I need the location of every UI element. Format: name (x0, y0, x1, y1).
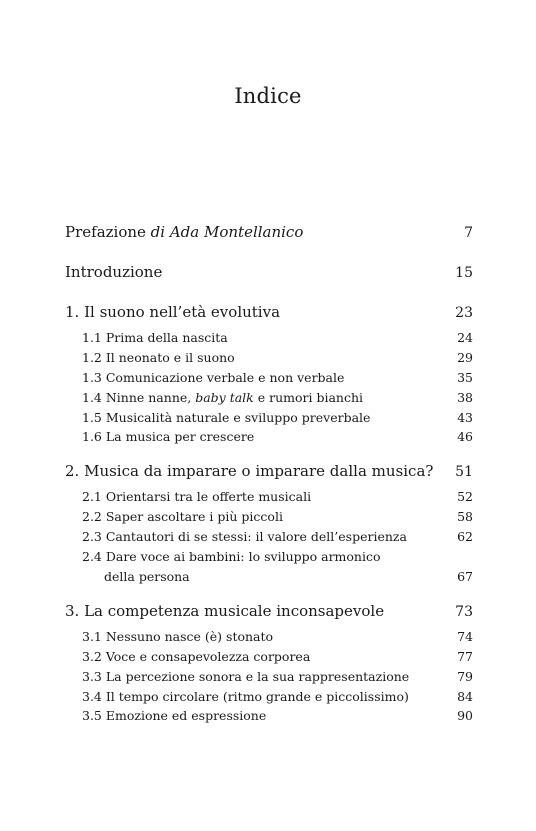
page-title: Indice (234, 84, 302, 108)
toc-section-2-1[interactable] (65, 487, 473, 507)
table-of-contents (65, 222, 473, 726)
toc-chapter-title: 1. Il suono nell’età evolutiva (65, 303, 281, 321)
toc-section-title: 2.1 Orientarsi tra le offerte musicali (82, 489, 312, 505)
toc-page-number: 79 (457, 668, 473, 684)
toc-page-number: 23 (455, 305, 473, 321)
toc-page-number: 51 (455, 464, 473, 481)
toc-section-3-3[interactable] (65, 667, 473, 687)
toc-chapter-title: 3. La competenza musicale inconsapevole (65, 601, 385, 620)
toc-entry-title: Prefazione di Ada Montellanico (65, 223, 304, 241)
toc-section-title: 2.4 Dare voce ai bambini: lo sviluppo armonico della persona (82, 549, 381, 584)
toc-page-number: 7 (464, 225, 473, 241)
toc-section-title: 1.6 La musica per crescere (82, 429, 255, 445)
toc-chapter-1[interactable] (65, 302, 473, 322)
toc-page-number: 52 (457, 489, 473, 505)
toc-section-title: 1.2 Il neonato e il suono (82, 349, 235, 365)
toc-section-title: 3.5 Emozione ed espressione (82, 708, 267, 724)
toc-chapter-2[interactable] (65, 461, 473, 481)
toc-page-number: 38 (457, 389, 473, 405)
toc-section-1-3[interactable] (65, 368, 473, 388)
toc-page-number: 35 (457, 369, 473, 385)
toc-page-number: 24 (457, 330, 473, 345)
toc-page-number: 15 (455, 265, 473, 281)
toc-page-number: 77 (457, 648, 473, 664)
toc-section-title: 3.4 Il tempo circolare (ritmo grande e piccolissimo) (82, 688, 409, 704)
toc-section-2-3[interactable] (65, 527, 473, 547)
toc-section-title: 3.1 Nessuno nasce (è) stonato (82, 628, 274, 644)
toc-section-3-5[interactable] (65, 706, 473, 726)
toc-page-number: 62 (457, 529, 473, 545)
toc-section-title: 1.5 Musicalità naturale e sviluppo preverbale (82, 409, 371, 425)
toc-chapter-3[interactable] (65, 601, 473, 621)
toc-page-number: 74 (457, 628, 473, 644)
toc-section-title: 1.3 Comunicazione verbale e non verbale (82, 369, 345, 385)
toc-page-number: 43 (457, 409, 473, 425)
toc-page-number: 46 (457, 429, 473, 445)
toc-section-title: 1.4 Ninne nanne, baby talk e rumori bianchi (82, 389, 364, 405)
toc-section-2-4[interactable] (65, 547, 473, 587)
toc-page-number: 84 (457, 688, 473, 704)
toc-section-title: 3.3 La percezione sonora e la sua rappresentazione (82, 668, 410, 684)
toc-section-3-1[interactable] (65, 627, 473, 647)
toc-section-3-4[interactable] (65, 687, 473, 707)
toc-section-title: 3.2 Voce e consapevolezza corporea (82, 648, 311, 664)
toc-section-1-4[interactable] (65, 388, 473, 408)
toc-section-title: 2.2 Saper ascoltare i più piccoli (82, 509, 283, 525)
toc-entry-title: Introduzione (65, 263, 163, 281)
toc-section-1-1[interactable] (65, 328, 473, 348)
toc-page-number: 29 (457, 349, 473, 365)
toc-page-number: 58 (457, 509, 473, 525)
toc-entry-introduzione[interactable] (65, 262, 473, 282)
toc-section-title: 1.1 Prima della nascita (82, 330, 228, 345)
toc-entry-author: di Ada Montellanico (150, 223, 304, 241)
toc-section-2-2[interactable] (65, 507, 473, 527)
toc-page-number: 90 (457, 708, 473, 724)
toc-section-1-2[interactable] (65, 348, 473, 368)
toc-page-number: 67 (457, 568, 473, 584)
toc-page-number: 73 (455, 603, 473, 620)
toc-entry-prefazione[interactable] (65, 222, 473, 242)
toc-section-1-5[interactable] (65, 408, 473, 428)
toc-chapter-title: 2. Musica da imparare o imparare dalla musica? (65, 462, 434, 481)
toc-section-title: 2.3 Cantautori di se stessi: il valore dell’esperienza (82, 529, 407, 545)
toc-section-1-6[interactable] (65, 427, 473, 447)
toc-section-3-2[interactable] (65, 647, 473, 667)
